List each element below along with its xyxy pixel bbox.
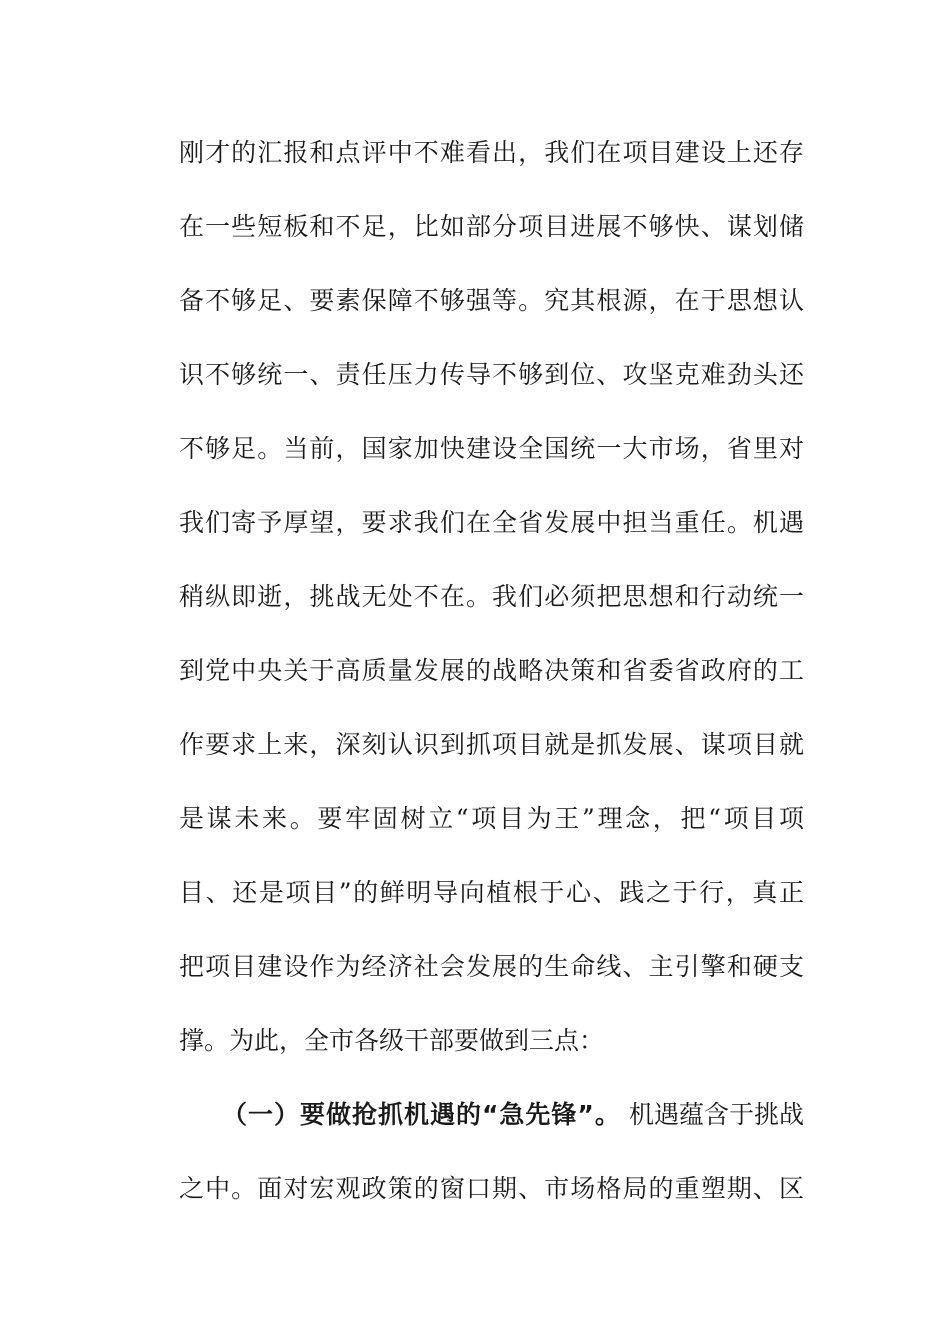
paragraph-line: 备不够足、要素保障不够强等。究其根源，在于思想认 <box>179 286 804 315</box>
paragraph-line: 我们寄予厚望，要求我们在全省发展中担当重任。机遇 <box>179 508 804 537</box>
paragraph-line: 之中。面对宏观政策的窗口期、市场格局的重塑期、区 <box>179 1174 804 1203</box>
paragraph-line: 撑。为此，全市各级干部要做到三点： <box>179 1026 605 1055</box>
section-heading-continuation: 机遇蕴含于挑战 <box>628 1100 804 1129</box>
paragraph-line: 作要求上来，深刻认识到抓项目就是抓发展、谋项目就 <box>179 730 804 759</box>
paragraph-line: 目、还是项目”的鲜明导向植根于心、践之于行，真正 <box>179 878 804 907</box>
paragraph-line: 把项目建设作为经济社会发展的生命线、主引擎和硬支 <box>179 952 804 981</box>
paragraph-line: 不够足。当前，国家加快建设全国统一大市场，省里对 <box>179 434 804 463</box>
paragraph-line: 刚才的汇报和点评中不难看出，我们在项目建设上还存 <box>179 138 804 167</box>
section-heading-line <box>222 1097 804 1133</box>
paragraph-line: 识不够统一、责任压力传导不够到位、攻坚克难劲头还 <box>179 360 804 389</box>
paragraph-line: 到党中央关于高质量发展的战略决策和省委省政府的工 <box>179 656 804 685</box>
paragraph-line: 是谋未来。要牢固树立“项目为王”理念，把“项目项 <box>179 804 804 833</box>
section-heading: （一）要做抢抓机遇的“急先锋”。 <box>222 1100 621 1129</box>
paragraph-line: 稍纵即逝，挑战无处不在。我们必须把思想和行动统一 <box>179 582 804 611</box>
paragraph-line: 在一些短板和不足，比如部分项目进展不够快、谋划储 <box>179 212 804 241</box>
